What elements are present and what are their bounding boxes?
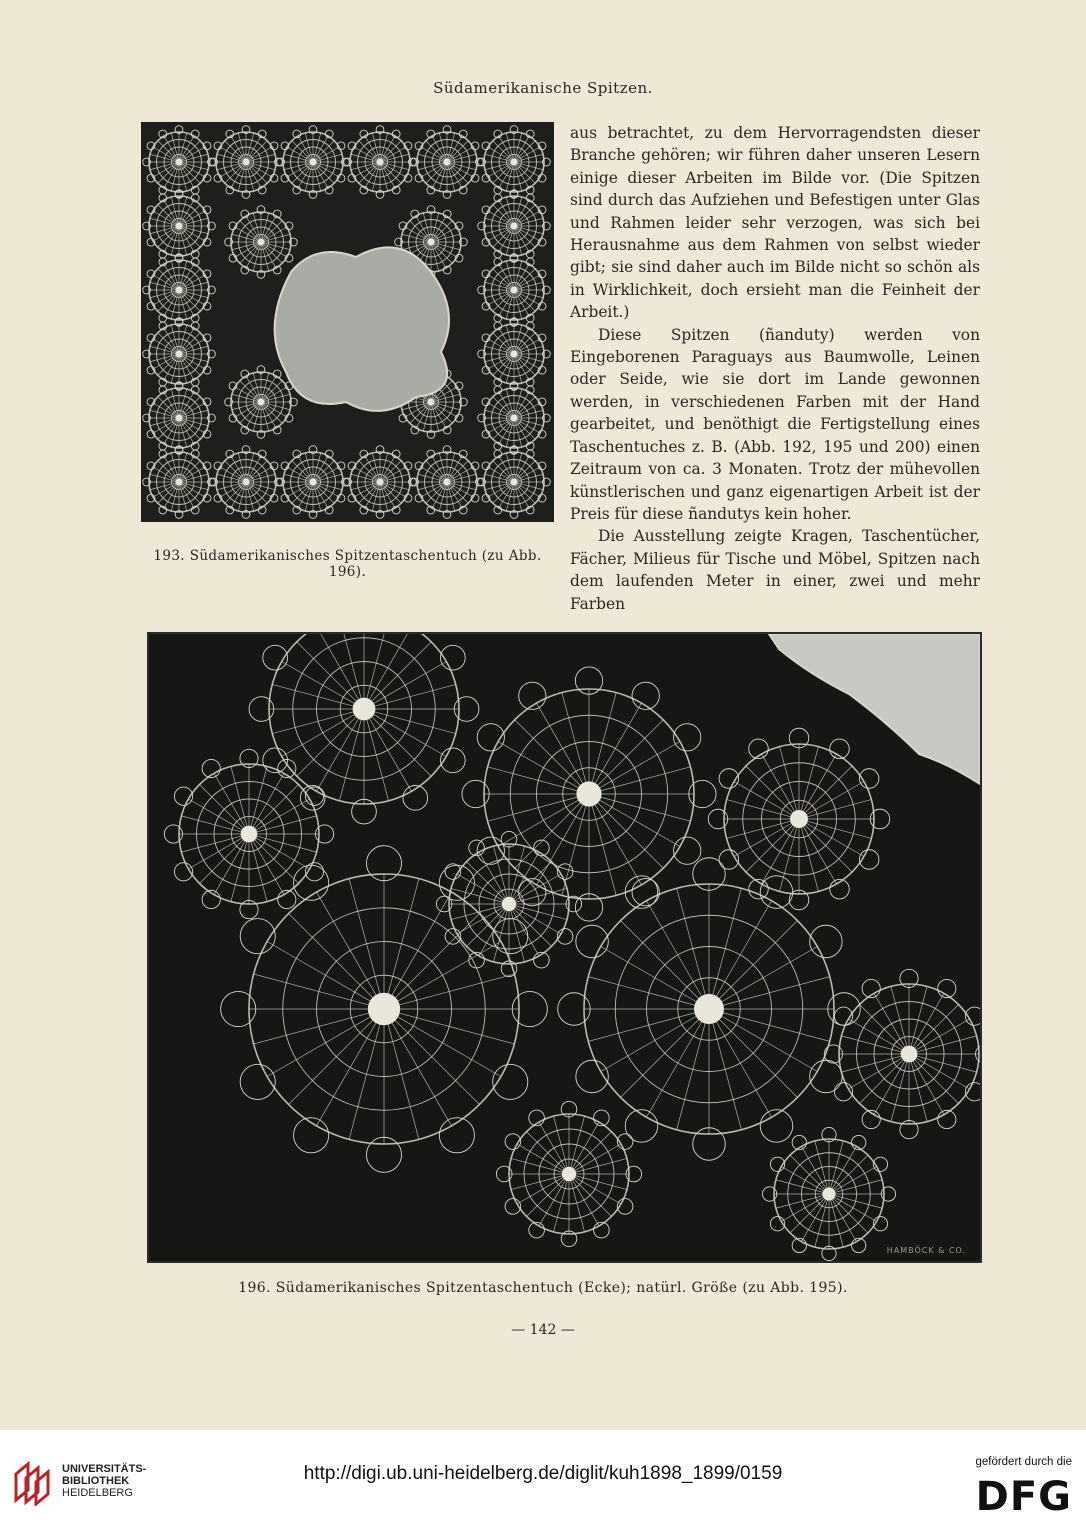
lace-rosette	[143, 126, 216, 199]
lace-rosette	[436, 831, 581, 976]
lace-handkerchief-photo	[141, 122, 554, 522]
dfg-logo: DFG	[975, 1474, 1072, 1520]
lace-rosette	[824, 969, 980, 1138]
library-name-line-1: UNIVERSITÄTS-	[62, 1463, 147, 1475]
printer-mark: HAMBÖCK & CO.	[886, 1246, 966, 1255]
library-name-line-2: BIBLIOTHEK	[62, 1475, 130, 1487]
lace-rosette	[478, 190, 551, 263]
lace-rosette	[762, 1127, 895, 1260]
lace-rosette	[478, 254, 551, 327]
funding-label: gefördert durch die	[975, 1456, 1072, 1468]
lace-rosette	[143, 446, 216, 519]
lace-rosette	[143, 382, 216, 455]
page-number: — 142 —	[511, 1322, 575, 1338]
lace-rosette	[411, 446, 484, 519]
lace-rosette	[143, 318, 216, 391]
lace-rosette	[411, 126, 484, 199]
lace-rosette	[478, 126, 551, 199]
paragraph-1: aus betrachtet, zu dem Hervorragendsten dieser Branche gehören; wir führen daher unseren Lesern einige dieser Arbeiten im Bilde vor. (Die Spitzen sind durch das Aufziehen und Befestigen unter Glas und Rahmen leider sehr verzogen, was sich bei Herausnahme aus dem Rahmen von selbst wieder gibt; sie sind daher auch im Bilde nicht so schön als in Wirklichkeit, doch ersieht man die Feinheit der Arbeit.)	[570, 124, 980, 322]
lace-rosette	[478, 382, 551, 455]
lace-rosette	[143, 190, 216, 263]
lace-rosette	[344, 446, 417, 519]
lace-rosette	[210, 446, 283, 519]
plain-centre-fabric	[275, 247, 449, 411]
lace-rosette	[344, 126, 417, 199]
figure-193-lace-handkerchief	[141, 122, 554, 522]
lace-rosette	[478, 318, 551, 391]
lace-rosette	[708, 728, 890, 910]
lace-rosette	[164, 749, 333, 918]
lace-rosette	[221, 846, 548, 1173]
lace-rosette	[225, 206, 298, 279]
body-text	[570, 122, 980, 615]
lace-rosette	[496, 1101, 641, 1246]
lace-rosette	[277, 446, 350, 519]
lace-corner-photo	[149, 634, 980, 1261]
running-head: Südamerikanische Spitzen.	[433, 79, 653, 97]
lace-rosette	[277, 126, 350, 199]
figure-196-lace-corner	[147, 632, 982, 1263]
footer-bar	[0, 1430, 1086, 1523]
lace-rosette	[143, 254, 216, 327]
permalink-url[interactable]: http://digi.ub.uni-heidelberg.de/diglit/kuh1898_1899/0159	[303, 1463, 783, 1484]
library-name-line-3: HEIDELBERG	[62, 1487, 133, 1499]
lace-rosette	[249, 634, 479, 824]
lace-rosette	[478, 446, 551, 519]
lace-rosette	[462, 667, 716, 921]
fabric-corner	[769, 634, 980, 784]
lace-rosette	[558, 858, 861, 1161]
paragraph-3: Die Ausstellung zeigte Kragen, Taschentücher, Fächer, Milieus für Tische und Möbel, Spitzen nach dem laufenden Meter in einer, zwei und mehr Farben	[570, 527, 980, 613]
figure-196-caption: 196. Südamerikanisches Spitzentaschentuch (Ecke); natürl. Größe (zu Abb. 195).	[238, 1280, 848, 1296]
figure-193-caption: 193. Südamerikanisches Spitzentaschentuch (zu Abb. 196).	[153, 548, 542, 580]
lace-rosette	[210, 126, 283, 199]
lace-rosette	[225, 366, 298, 439]
paragraph-2: Diese Spitzen (ñanduty) werden von Eingeborenen Paraguays aus Baumwolle, Leinen oder Seide, wie sie dort im Lande gewonnen werden, in verschiedenen Farben mit der Hand gearbeitet, und benöthigt die Fertigstellung eines Taschentuches z. B. (Abb. 192, 195 und 200) einen Zeitraum von ca. 3 Monaten. Trotz der mühevollen künstlerischen und ganz eigenartigen Arbeit ist der Preis für diese ñandutys kein hoher.	[570, 325, 980, 523]
